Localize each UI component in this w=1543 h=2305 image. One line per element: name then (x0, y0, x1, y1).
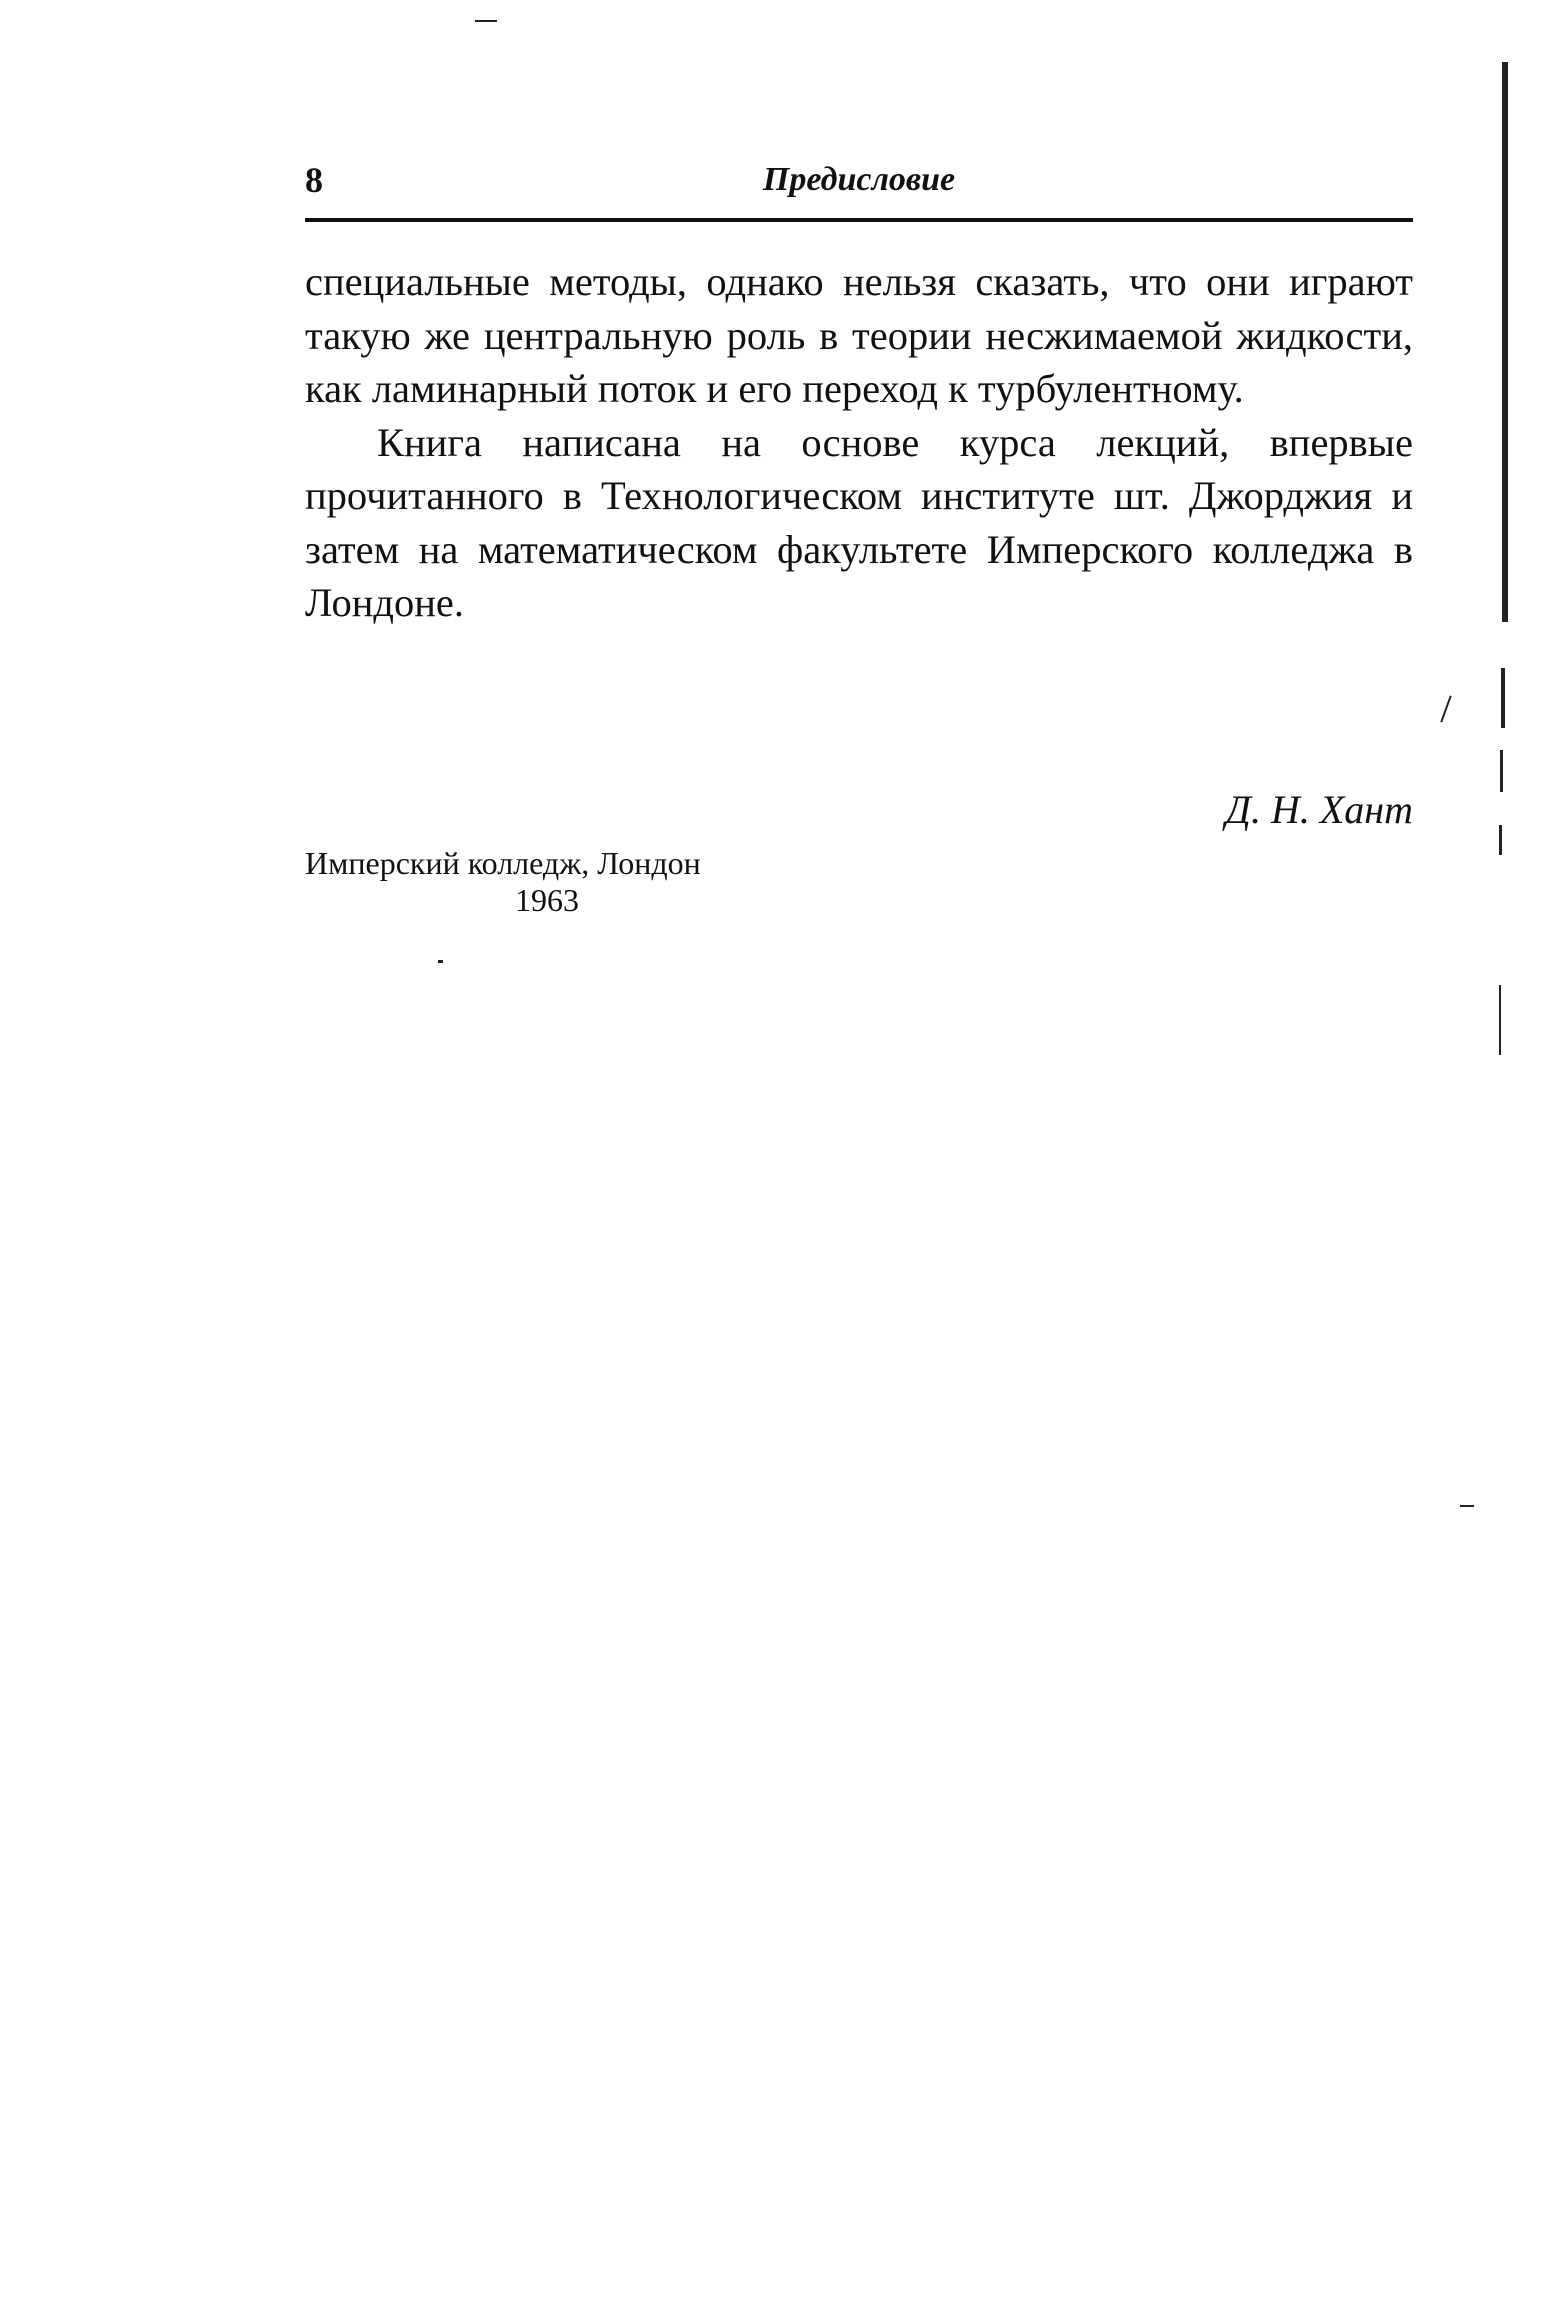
scan-speck (1440, 696, 1451, 723)
author-signature: Д. Н. Хант (1225, 787, 1413, 832)
page-header (305, 158, 1413, 220)
scan-speck (475, 20, 497, 22)
scan-speck (438, 960, 443, 963)
scan-edge-mark (1499, 825, 1502, 855)
scan-edge-mark (1500, 750, 1503, 792)
header-rule (305, 218, 1413, 222)
scan-edge-mark (1501, 668, 1505, 728)
signature-year: 1963 (515, 882, 579, 918)
body-text (305, 255, 1413, 630)
paragraph-2: Книга написана на основе курса лекций, впервые прочитанного в Технологическом институте шт. Джорджия и затем на математическом факультете Имперского колледжа в Лондоне. (305, 419, 1413, 625)
scan-edge-mark (1502, 62, 1508, 622)
running-title: Предисловие (762, 161, 956, 198)
signature-place: Имперский колледж, Лондон (305, 845, 701, 881)
page-number: 8 (305, 160, 323, 200)
paragraph-1: специальные методы, однако нельзя сказать, что они играют такую же центральную роль в теории несжимаемой жидкости, как ламинарный поток и его переход к турбулентному. (305, 259, 1413, 411)
scan-edge-mark (1499, 985, 1501, 1055)
scan-speck (1460, 1505, 1474, 1507)
